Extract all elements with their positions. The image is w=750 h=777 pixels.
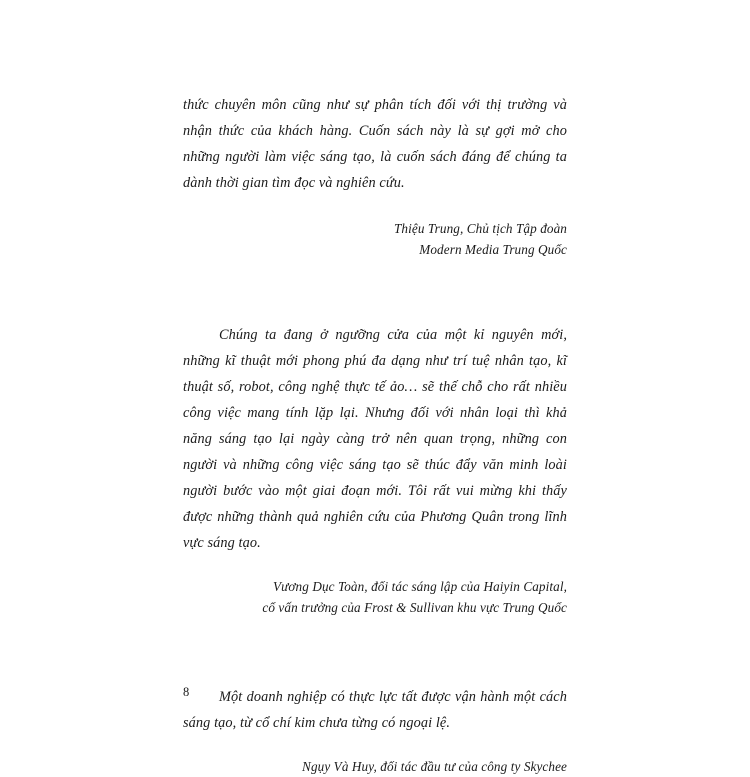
paragraph-2: Chúng ta đang ở ngưỡng cửa của một kỉ nguyên mới, những kĩ thuật mới phong phú đa dạng như trí tuệ nhân tạo, kĩ thuật số, robot, công nghệ thực tế ảo… sẽ thế chỗ cho rất nhiều công việc mang tính lặp lại. Nhưng đối với nhân loại thì khả năng sáng tạo lại ngày càng trở nên quan trọng, những con người và những công việc sáng tạo sẽ thúc đẩy văn minh loài người bước vào một giai đoạn mới. Tôi rất vui mừng khi thấy được những thành quả nghiên cứu của Phương Quân trong lĩnh vực sáng tạo. [183, 327, 567, 551]
page-text-column [183, 92, 567, 777]
page-number: 8 [183, 685, 190, 699]
spacer [183, 196, 567, 218]
attribution-line: Thiệu Trung, Chủ tịch Tập đoàn [394, 221, 567, 236]
spacer [183, 556, 567, 576]
attribution-line: Ngụy Và Huy, đối tác đầu tư của công ty Skychee [302, 759, 567, 774]
paragraph-1: thức chuyên môn cũng như sự phân tích đối với thị trường và nhận thức của khách hàng. Cuốn sách này là sự gợi mở cho những người làm việc sáng tạo, là cuốn sách đáng để chúng ta dành thời gian tìm đọc và nghiên cứu. [183, 97, 567, 191]
attribution-line: Vương Dục Toàn, đối tác sáng lập của Haiyin Capital, [272, 579, 567, 594]
attribution-line: Modern Media Trung Quốc [419, 242, 567, 257]
paragraph-3: Một doanh nghiệp có thực lực tất được vận hành một cách sáng tạo, từ cổ chí kim chưa từng có ngoại lệ. [183, 689, 567, 731]
spacer [183, 618, 567, 684]
attribution-2 [183, 576, 567, 618]
attribution-line: cố vấn trưởng của Frost & Sullivan khu vực Trung Quốc [262, 600, 567, 615]
spacer [183, 260, 567, 322]
attribution-3 [183, 756, 567, 777]
spacer [183, 736, 567, 756]
attribution-1 [183, 218, 567, 260]
